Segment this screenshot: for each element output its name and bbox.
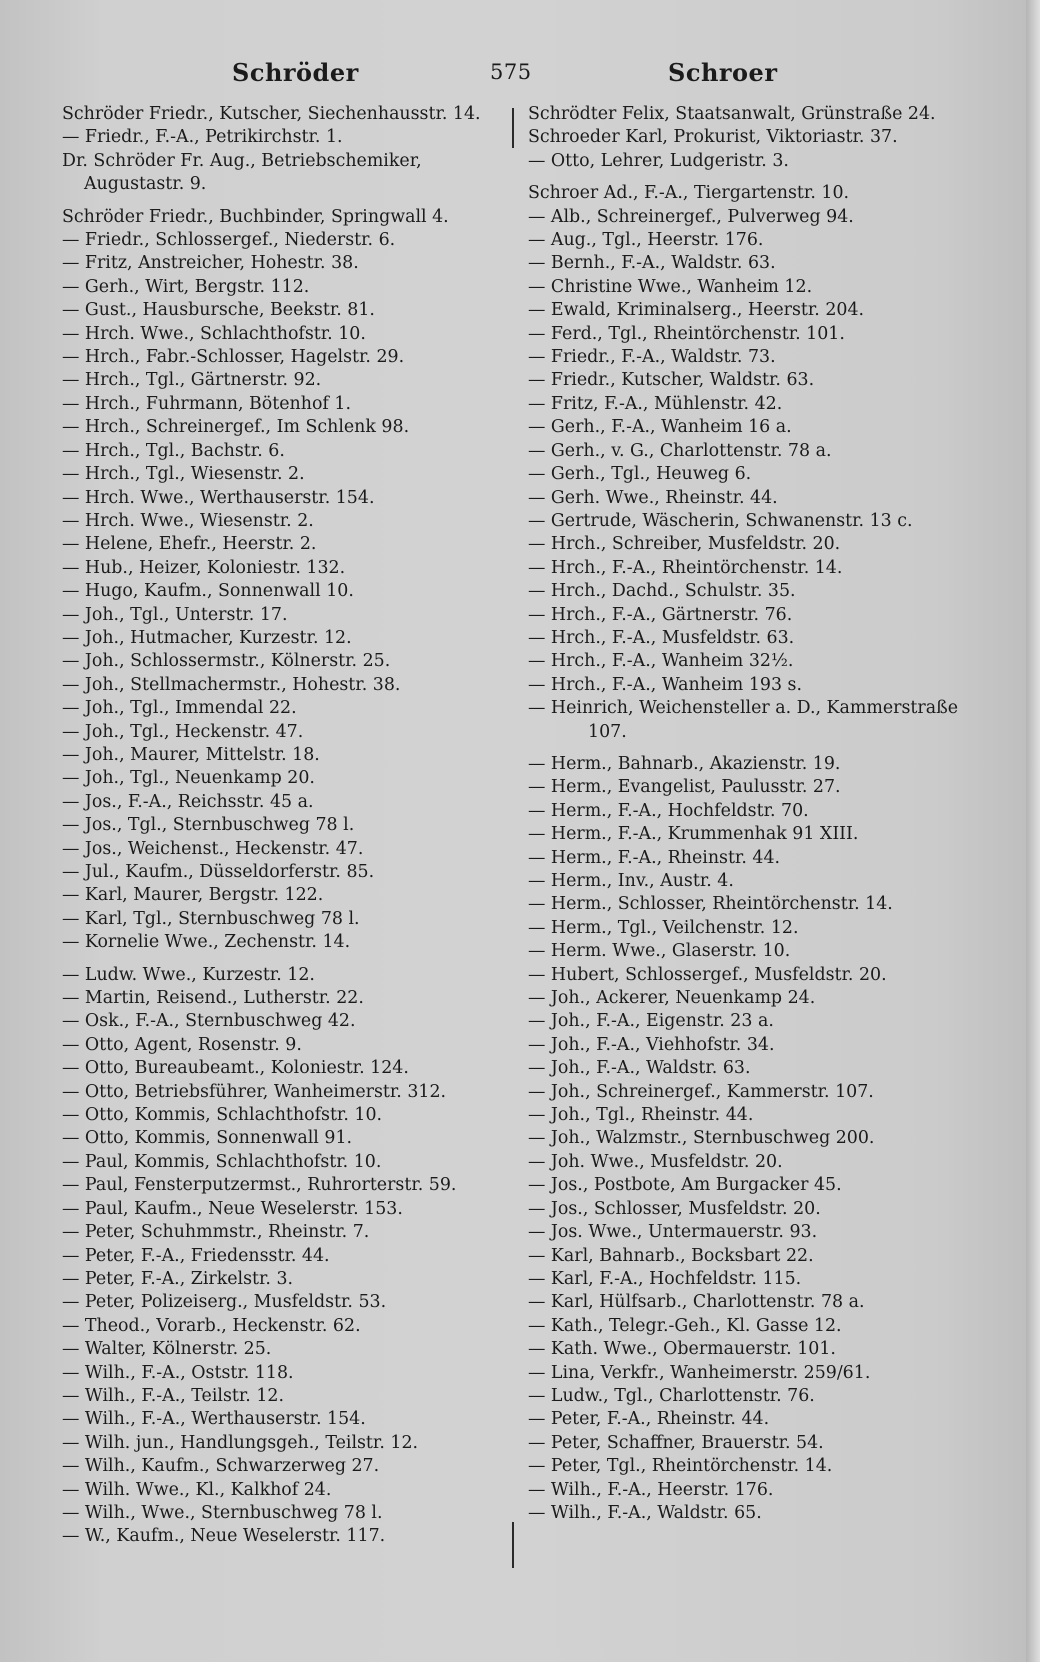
directory-entry: — Jos., Schlosser, Musfeldstr. 20. <box>528 1198 821 1219</box>
directory-entry: — Joh., Stellmachermstr., Hohestr. 38. <box>62 674 401 695</box>
entry-spacer <box>62 197 512 206</box>
directory-entry: — Peter, F.-A., Rheinstr. 44. <box>528 1409 770 1430</box>
directory-entry: — Walter, Kölnerstr. 25. <box>62 1339 272 1360</box>
directory-entry: — Joh., Tgl., Unterstr. 17. <box>62 604 288 625</box>
directory-entry: — Paul, Fensterputzermst., Ruhrorterstr. 59. <box>62 1175 457 1196</box>
directory-entry: — Joh., Tgl., Heckenstr. 47. <box>62 721 304 742</box>
directory-entry: — Hrch., Tgl., Gärtnerstr. 92. <box>62 370 322 391</box>
directory-entry: — Hrch., Tgl., Wiesenstr. 2. <box>62 464 305 485</box>
directory-entry: — Hrch. Wwe., Werthauserstr. 154. <box>62 487 375 508</box>
column-divider-top <box>512 108 514 148</box>
directory-entry: — Friedr., F.-A., Petrikirchstr. 1. <box>62 127 343 148</box>
directory-entry: — Karl, Bahnarb., Bocksbart 22. <box>528 1245 814 1266</box>
directory-entry: Schroer Ad., F.-A., Tiergartenstr. 10. <box>528 183 850 204</box>
directory-entry: — Herm., Inv., Austr. 4. <box>528 871 734 891</box>
directory-entry: — Jos., F.-A., Reichsstr. 45 a. <box>62 791 314 812</box>
directory-entry: — Fritz, Anstreicher, Hohestr. 38. <box>62 253 359 274</box>
directory-entry: — Hub., Heizer, Koloniestr. 132. <box>62 557 346 578</box>
directory-entry: — Peter, Schaffner, Brauerstr. 54. <box>528 1432 824 1453</box>
directory-entry: — Gerh., F.-A., Wanheim 16 a. <box>528 417 792 438</box>
directory-entry: — Otto, Agent, Rosenstr. 9. <box>62 1034 302 1055</box>
directory-entry: — Paul, Kommis, Schlachthofstr. 10. <box>62 1151 382 1172</box>
directory-entry: Schrödter Felix, Staatsanwalt, Grünstraße 24. <box>528 104 936 124</box>
directory-entry: — Christine Wwe., Wanheim 12. <box>528 276 813 297</box>
directory-entry: Dr. Schröder Fr. Aug., Betriebschemiker, Augustastr. 9. <box>62 150 422 195</box>
directory-entry: — Joh., Tgl., Immendal 22. <box>62 698 297 719</box>
directory-entry: — Hrch., Fuhrmann, Bötenhof 1. <box>62 393 351 414</box>
directory-entry: — Wilh. Wwe., Kl., Kalkhof 24. <box>62 1479 332 1500</box>
directory-entry: — Otto, Kommis, Schlachthofstr. 10. <box>62 1105 383 1126</box>
directory-entry: — Friedr., F.-A., Waldstr. 73. <box>528 347 776 368</box>
directory-entry: — Paul, Kaufm., Neue Weselerstr. 153. <box>62 1198 403 1219</box>
directory-entry: — Otto, Betriebsführer, Wanheimerstr. 312. <box>62 1081 447 1102</box>
directory-entry: — Jos., Weichenst., Heckenstr. 47. <box>62 838 364 859</box>
directory-entry: — Peter, Schuhmmstr., Rheinstr. 7. <box>62 1222 370 1243</box>
directory-entry: — Karl, Hülfsarb., Charlottenstr. 78 a. <box>528 1292 865 1313</box>
left-column <box>62 103 512 1549</box>
directory-entry: — Joh., Walzmstr., Sternbuschweg 200. <box>528 1128 875 1149</box>
directory-entry: — Fritz, F.-A., Mühlenstr. 42. <box>528 393 783 414</box>
directory-entry: — Jul., Kaufm., Düsseldorferstr. 85. <box>62 862 375 882</box>
directory-entry: — Heinrich, Weichensteller a. D., Kammerstraße 107. <box>528 698 958 742</box>
directory-entry: — Peter, Polizeiserg., Musfeldstr. 53. <box>62 1292 387 1313</box>
directory-entry: — Ewald, Kriminalserg., Heerstr. 204. <box>528 300 865 321</box>
directory-entry: — Jos., Tgl., Sternbuschweg 78 l. <box>62 815 355 836</box>
directory-entry: — Herm., F.-A., Rheinstr. 44. <box>528 847 781 868</box>
directory-entry: — Joh. Wwe., Musfeldstr. 20. <box>528 1151 783 1172</box>
directory-entry: — Ferd., Tgl., Rheintörchenstr. 101. <box>528 323 845 344</box>
directory-entry: — Joh., F.-A., Viehhofstr. 34. <box>528 1034 775 1055</box>
directory-entry: — Otto, Bureaubeamt., Koloniestr. 124. <box>62 1058 409 1079</box>
directory-entry: — Jos., Postbote, Am Burgacker 45. <box>528 1175 842 1196</box>
entry-spacer <box>528 744 988 753</box>
directory-entry: — Theod., Vorarb., Heckenstr. 62. <box>62 1315 361 1336</box>
directory-entry: — Joh., Schlossermstr., Kölnerstr. 25. <box>62 651 391 672</box>
directory-entry: — Friedr., Kutscher, Waldstr. 63. <box>528 370 815 391</box>
column-divider-bottom <box>512 1522 514 1568</box>
directory-entry: — Hrch. Wwe., Schlachthofstr. 10. <box>62 323 366 344</box>
page-edge <box>1026 0 1040 1662</box>
directory-entry: — Jos. Wwe., Untermauerstr. 93. <box>528 1222 818 1243</box>
entry-spacer <box>62 955 512 964</box>
directory-entry: — Hrch., F.-A., Gärtnerstr. 76. <box>528 604 793 625</box>
directory-entry: — Herm., Schlosser, Rheintörchenstr. 14. <box>528 894 893 915</box>
directory-entry: — Karl, F.-A., Hochfeldstr. 115. <box>528 1268 802 1289</box>
directory-entry: — Otto, Lehrer, Ludgeristr. 3. <box>528 150 789 171</box>
directory-entry: — Wilh., F.-A., Waldstr. 65. <box>528 1502 762 1523</box>
directory-entry: — Wilh., F.-A., Heerstr. 176. <box>528 1479 774 1500</box>
directory-entry: — Aug., Tgl., Heerstr. 176. <box>528 230 764 251</box>
directory-entry: — Friedr., Schlossergef., Niederstr. 6. <box>62 230 396 251</box>
directory-entry: — Herm., F.-A., Hochfeldstr. 70. <box>528 800 809 821</box>
directory-entry: — Herm., F.-A., Krummenhak 91 XIII. <box>528 824 859 845</box>
directory-entry: — Gust., Hausbursche, Beekstr. 81. <box>62 300 375 321</box>
header-left-keyword: Schröder <box>232 58 359 87</box>
directory-entry: — Peter, F.-A., Zirkelstr. 3. <box>62 1268 294 1289</box>
directory-entry: — Joh., Ackerer, Neuenkamp 24. <box>528 988 816 1009</box>
directory-entry: — Herm., Tgl., Veilchenstr. 12. <box>528 917 799 938</box>
directory-entry: — Hubert, Schlossergef., Musfeldstr. 20. <box>528 964 887 985</box>
directory-entry: — Kath., Telegr.-Geh., Kl. Gasse 12. <box>528 1315 842 1336</box>
directory-entry: — Joh., Tgl., Rheinstr. 44. <box>528 1105 754 1126</box>
running-header <box>0 52 1040 92</box>
directory-entry: — Joh., F.-A., Waldstr. 63. <box>528 1058 751 1079</box>
directory-entry: — Joh., Maurer, Mittelstr. 18. <box>62 744 320 765</box>
directory-entry: — Wilh., F.-A., Werthauserstr. 154. <box>62 1409 366 1430</box>
directory-entry: — Joh., Hutmacher, Kurzestr. 12. <box>62 627 352 648</box>
directory-entry: — Joh., Schreinergef., Kammerstr. 107. <box>528 1081 874 1102</box>
directory-entry: — Bernh., F.-A., Waldstr. 63. <box>528 253 776 274</box>
directory-entry: — Gerh., Tgl., Heuweg 6. <box>528 464 752 485</box>
directory-entry: — Hrch., Fabr.-Schlosser, Hagelstr. 29. <box>62 347 405 368</box>
directory-entry: — Hrch., F.-A., Wanheim 32½. <box>528 651 794 672</box>
directory-entry: — Hrch., Schreinergef., Im Schlenk 98. <box>62 417 410 438</box>
directory-entry: — Alb., Schreinergef., Pulverweg 94. <box>528 206 854 227</box>
directory-entry: — Kath. Wwe., Obermauerstr. 101. <box>528 1339 836 1360</box>
directory-entry: — Hrch., Schreiber, Musfeldstr. 20. <box>528 534 841 555</box>
directory-entry: — Karl, Maurer, Bergstr. 122. <box>62 885 324 906</box>
directory-entry: — Ludw. Wwe., Kurzestr. 12. <box>62 964 315 985</box>
directory-entry: — Hrch., Dachd., Schulstr. 35. <box>528 581 796 602</box>
right-column <box>528 103 988 1525</box>
directory-entry: — W., Kaufm., Neue Weselerstr. 117. <box>62 1526 386 1547</box>
entry-spacer <box>528 173 988 182</box>
directory-entry: — Kornelie Wwe., Zechenstr. 14. <box>62 932 351 953</box>
directory-entry: — Joh., F.-A., Eigenstr. 23 a. <box>528 1011 774 1032</box>
directory-entry: — Hrch., Tgl., Bachstr. 6. <box>62 440 285 461</box>
directory-entry: — Peter, Tgl., Rheintörchenstr. 14. <box>528 1456 833 1477</box>
directory-entry: — Martin, Reisend., Lutherstr. 22. <box>62 988 364 1009</box>
directory-entry: — Wilh., Wwe., Sternbuschweg 78 l. <box>62 1502 383 1523</box>
directory-entry: — Osk., F.-A., Sternbuschweg 42. <box>62 1011 356 1032</box>
directory-entry: Schroeder Karl, Prokurist, Viktoriastr. 37. <box>528 127 898 148</box>
directory-entry: — Hrch., F.-A., Rheintörchenstr. 14. <box>528 557 843 578</box>
directory-entry: — Herm. Wwe., Glaserstr. 10. <box>528 941 791 962</box>
directory-entry: — Helene, Ehefr., Heerstr. 2. <box>62 534 317 555</box>
directory-entry: — Hugo, Kaufm., Sonnenwall 10. <box>62 581 354 602</box>
directory-entry: — Hrch. Wwe., Wiesenstr. 2. <box>62 510 314 531</box>
directory-entry: — Ludw., Tgl., Charlottenstr. 76. <box>528 1385 815 1406</box>
directory-entry: — Otto, Kommis, Sonnenwall 91. <box>62 1128 353 1149</box>
directory-entry: — Hrch., F.-A., Musfeldstr. 63. <box>528 627 795 648</box>
page-number: 575 <box>490 60 532 84</box>
directory-entry: — Gerh., v. G., Charlottenstr. 78 a. <box>528 440 832 461</box>
directory-entry: — Gertrude, Wäscherin, Schwanenstr. 13 c. <box>528 510 913 531</box>
directory-entry: — Wilh., Kaufm., Schwarzerweg 27. <box>62 1456 380 1477</box>
directory-entry: — Gerh. Wwe., Rheinstr. 44. <box>528 487 778 508</box>
directory-entry: — Wilh., F.-A., Oststr. 118. <box>62 1362 294 1383</box>
directory-entry: — Herm., Bahnarb., Akazienstr. 19. <box>528 753 841 774</box>
directory-entry: — Hrch., F.-A., Wanheim 193 s. <box>528 674 803 695</box>
directory-entry: — Peter, F.-A., Friedensstr. 44. <box>62 1245 330 1266</box>
directory-entry: — Karl, Tgl., Sternbuschweg 78 l. <box>62 908 360 929</box>
directory-entry: Schröder Friedr., Kutscher, Siechenhausstr. 14. <box>62 104 481 124</box>
directory-entry: — Herm., Evangelist, Paulusstr. 27. <box>528 777 841 798</box>
directory-entry: — Lina, Verkfr., Wanheimerstr. 259/61. <box>528 1362 871 1383</box>
directory-entry: — Wilh., F.-A., Teilstr. 12. <box>62 1385 284 1406</box>
directory-entry: — Wilh. jun., Handlungsgeh., Teilstr. 12. <box>62 1432 419 1453</box>
directory-entry: — Gerh., Wirt, Bergstr. 112. <box>62 276 310 297</box>
directory-entry: Schröder Friedr., Buchbinder, Springwall 4. <box>62 206 449 227</box>
header-right-keyword: Schroer <box>668 58 778 87</box>
directory-entry: — Joh., Tgl., Neuenkamp 20. <box>62 768 315 789</box>
